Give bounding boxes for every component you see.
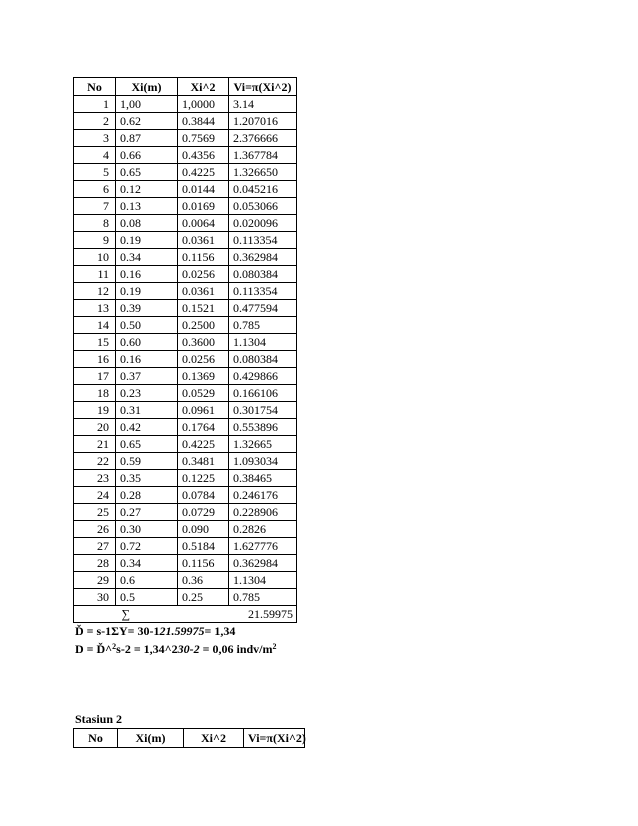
cell-no: 8 <box>74 215 116 232</box>
station-2-header-no: No <box>74 729 118 748</box>
cell-no: 7 <box>74 198 116 215</box>
table-row <box>74 283 297 300</box>
cell-vi: 1.32665 <box>229 436 297 453</box>
cell-vi: 1.627776 <box>229 538 297 555</box>
table-row <box>74 147 297 164</box>
table-row <box>74 538 297 555</box>
cell-no: 29 <box>74 572 116 589</box>
table-row <box>74 96 297 113</box>
cell-xi: 0.19 <box>116 232 178 249</box>
cell-xi-squared: 0.0256 <box>178 266 229 283</box>
formula-density-prefix: D = Ď^ <box>75 642 113 656</box>
cell-xi-squared: 0.1156 <box>178 555 229 572</box>
cell-xi: 0.19 <box>116 283 178 300</box>
cell-vi: 0.246176 <box>229 487 297 504</box>
header-xi-squared: Xi^2 <box>178 78 229 96</box>
cell-xi: 0.72 <box>116 538 178 555</box>
sum-gap <box>178 606 229 623</box>
table-row <box>74 300 297 317</box>
table-row <box>74 385 297 402</box>
cell-xi: 0.28 <box>116 487 178 504</box>
cell-xi-squared: 0.0064 <box>178 215 229 232</box>
cell-no: 16 <box>74 351 116 368</box>
cell-no: 4 <box>74 147 116 164</box>
cell-xi: 0.35 <box>116 470 178 487</box>
cell-xi: 0.16 <box>116 351 178 368</box>
table-row <box>74 232 297 249</box>
cell-xi-squared: 0.3844 <box>178 113 229 130</box>
cell-vi: 0.362984 <box>229 555 297 572</box>
cell-no: 11 <box>74 266 116 283</box>
table-row <box>74 419 297 436</box>
header-no: No <box>74 78 116 96</box>
cell-vi: 0.020096 <box>229 215 297 232</box>
table-row <box>74 572 297 589</box>
cell-vi: 1.207016 <box>229 113 297 130</box>
cell-vi: 1.1304 <box>229 572 297 589</box>
cell-xi-squared: 0.0169 <box>178 198 229 215</box>
table-row <box>74 130 297 147</box>
formula-density <box>75 642 277 657</box>
cell-xi-squared: 0.3481 <box>178 453 229 470</box>
cell-vi: 1.326650 <box>229 164 297 181</box>
sum-symbol: ∑ <box>74 606 178 623</box>
cell-vi: 0.228906 <box>229 504 297 521</box>
cell-no: 3 <box>74 130 116 147</box>
cell-no: 30 <box>74 589 116 606</box>
cell-xi-squared: 0.25 <box>178 589 229 606</box>
cell-xi-squared: 0.1369 <box>178 368 229 385</box>
cell-xi: 0.27 <box>116 504 178 521</box>
cell-xi-squared: 0.0729 <box>178 504 229 521</box>
cell-vi: 0.38465 <box>229 470 297 487</box>
cell-xi-squared: 0.1225 <box>178 470 229 487</box>
cell-vi: 0.477594 <box>229 300 297 317</box>
cell-no: 28 <box>74 555 116 572</box>
cell-no: 2 <box>74 113 116 130</box>
station-2-header-xi: Xi(m) <box>118 729 184 748</box>
station-2-header-xi-squared: Xi^2 <box>184 729 244 748</box>
cell-vi: 1.1304 <box>229 334 297 351</box>
cell-vi: 0.362984 <box>229 249 297 266</box>
station-2-table <box>73 728 305 748</box>
cell-no: 15 <box>74 334 116 351</box>
cell-xi-squared: 0.4225 <box>178 436 229 453</box>
cell-xi: 0.12 <box>116 181 178 198</box>
table-row <box>74 181 297 198</box>
cell-no: 25 <box>74 504 116 521</box>
cell-xi: 0.42 <box>116 419 178 436</box>
data-table <box>73 77 297 623</box>
cell-xi: 0.34 <box>116 555 178 572</box>
cell-no: 6 <box>74 181 116 198</box>
cell-xi-squared: 0.0784 <box>178 487 229 504</box>
sum-row <box>74 606 297 623</box>
cell-no: 22 <box>74 453 116 470</box>
cell-xi: 0.59 <box>116 453 178 470</box>
cell-no: 24 <box>74 487 116 504</box>
cell-xi-squared: 0.1156 <box>178 249 229 266</box>
table-row <box>74 436 297 453</box>
station-2-title: Stasiun 2 <box>75 712 123 726</box>
cell-no: 5 <box>74 164 116 181</box>
cell-xi: 0.66 <box>116 147 178 164</box>
cell-xi-squared: 0.090 <box>178 521 229 538</box>
cell-xi-squared: 0.0361 <box>178 232 229 249</box>
cell-no: 17 <box>74 368 116 385</box>
formula-density-italic: 30-2 <box>177 642 200 656</box>
cell-xi: 0.65 <box>116 164 178 181</box>
cell-vi: 0.301754 <box>229 402 297 419</box>
station-2-header-row <box>74 729 305 748</box>
formula-mean-italic: 21.59975 <box>159 624 205 638</box>
station-2-header-vi: Vi=π(Xi^2) <box>244 729 305 748</box>
cell-vi: 0.045216 <box>229 181 297 198</box>
cell-xi: 0.16 <box>116 266 178 283</box>
cell-xi-squared: 0.4225 <box>178 164 229 181</box>
table-row <box>74 555 297 572</box>
cell-xi-squared: 0.2500 <box>178 317 229 334</box>
header-xi: Xi(m) <box>116 78 178 96</box>
cell-xi-squared: 0.1764 <box>178 419 229 436</box>
cell-xi-squared: 0.0361 <box>178 283 229 300</box>
table-row <box>74 198 297 215</box>
cell-vi: 0.785 <box>229 589 297 606</box>
table-row <box>74 402 297 419</box>
table-row <box>74 334 297 351</box>
cell-xi: 0.08 <box>116 215 178 232</box>
formula-density-suffix: = 0,06 indv/m <box>199 642 273 656</box>
cell-xi: 0.13 <box>116 198 178 215</box>
cell-vi: 0.080384 <box>229 266 297 283</box>
cell-xi: 0.50 <box>116 317 178 334</box>
cell-vi: 0.785 <box>229 317 297 334</box>
cell-vi: 0.2826 <box>229 521 297 538</box>
cell-vi: 2.376666 <box>229 130 297 147</box>
table-row <box>74 470 297 487</box>
cell-vi: 0.080384 <box>229 351 297 368</box>
table-row <box>74 164 297 181</box>
formula-density-sup1: 2 <box>112 642 117 651</box>
table-row <box>74 317 297 334</box>
cell-xi-squared: 0.1521 <box>178 300 229 317</box>
cell-vi: 0.553896 <box>229 419 297 436</box>
table-row <box>74 368 297 385</box>
cell-no: 10 <box>74 249 116 266</box>
cell-xi-squared: 0.36 <box>178 572 229 589</box>
table-row <box>74 215 297 232</box>
cell-xi: 0.60 <box>116 334 178 351</box>
formula-mean-prefix: Ď = s-1ΣY= 30-1 <box>75 624 160 638</box>
cell-no: 27 <box>74 538 116 555</box>
formula-mean-suffix: = 1,34 <box>204 624 236 638</box>
cell-xi: 0.37 <box>116 368 178 385</box>
cell-vi: 0.429866 <box>229 368 297 385</box>
table-row <box>74 351 297 368</box>
cell-vi: 1.367784 <box>229 147 297 164</box>
cell-xi-squared: 0.3600 <box>178 334 229 351</box>
cell-no: 21 <box>74 436 116 453</box>
table-row <box>74 453 297 470</box>
table-row <box>74 521 297 538</box>
cell-vi: 0.166106 <box>229 385 297 402</box>
cell-no: 23 <box>74 470 116 487</box>
table-header-row <box>74 78 297 96</box>
cell-no: 14 <box>74 317 116 334</box>
cell-no: 19 <box>74 402 116 419</box>
formula-mean <box>75 624 235 639</box>
cell-xi: 0.62 <box>116 113 178 130</box>
cell-xi-squared: 0.4356 <box>178 147 229 164</box>
cell-no: 20 <box>74 419 116 436</box>
cell-no: 1 <box>74 96 116 113</box>
cell-xi: 1,00 <box>116 96 178 113</box>
table-row <box>74 504 297 521</box>
cell-xi: 0.23 <box>116 385 178 402</box>
cell-xi-squared: 0.0144 <box>178 181 229 198</box>
table-row <box>74 113 297 130</box>
cell-no: 12 <box>74 283 116 300</box>
cell-xi-squared: 0.7569 <box>178 130 229 147</box>
cell-vi: 0.053066 <box>229 198 297 215</box>
cell-xi: 0.87 <box>116 130 178 147</box>
cell-no: 18 <box>74 385 116 402</box>
sum-value: 21.59975 <box>229 606 297 623</box>
cell-xi: 0.31 <box>116 402 178 419</box>
formula-density-sup2: 2 <box>272 642 277 651</box>
formula-density-mid: s-2 = 1,34^2 <box>116 642 178 656</box>
cell-vi: 0.113354 <box>229 232 297 249</box>
cell-xi-squared: 1,0000 <box>178 96 229 113</box>
cell-xi-squared: 0.0961 <box>178 402 229 419</box>
cell-xi-squared: 0.5184 <box>178 538 229 555</box>
cell-vi: 0.113354 <box>229 283 297 300</box>
cell-no: 13 <box>74 300 116 317</box>
cell-vi: 1.093034 <box>229 453 297 470</box>
cell-xi: 0.39 <box>116 300 178 317</box>
header-vi: Vi=π(Xi^2) <box>229 78 297 96</box>
cell-xi-squared: 0.0529 <box>178 385 229 402</box>
cell-no: 9 <box>74 232 116 249</box>
table-row <box>74 249 297 266</box>
cell-no: 26 <box>74 521 116 538</box>
table-row <box>74 266 297 283</box>
cell-xi-squared: 0.0256 <box>178 351 229 368</box>
cell-xi: 0.30 <box>116 521 178 538</box>
cell-xi: 0.6 <box>116 572 178 589</box>
cell-xi: 0.5 <box>116 589 178 606</box>
cell-xi: 0.34 <box>116 249 178 266</box>
table-row <box>74 487 297 504</box>
cell-xi: 0.65 <box>116 436 178 453</box>
table-row <box>74 589 297 606</box>
cell-vi: 3.14 <box>229 96 297 113</box>
